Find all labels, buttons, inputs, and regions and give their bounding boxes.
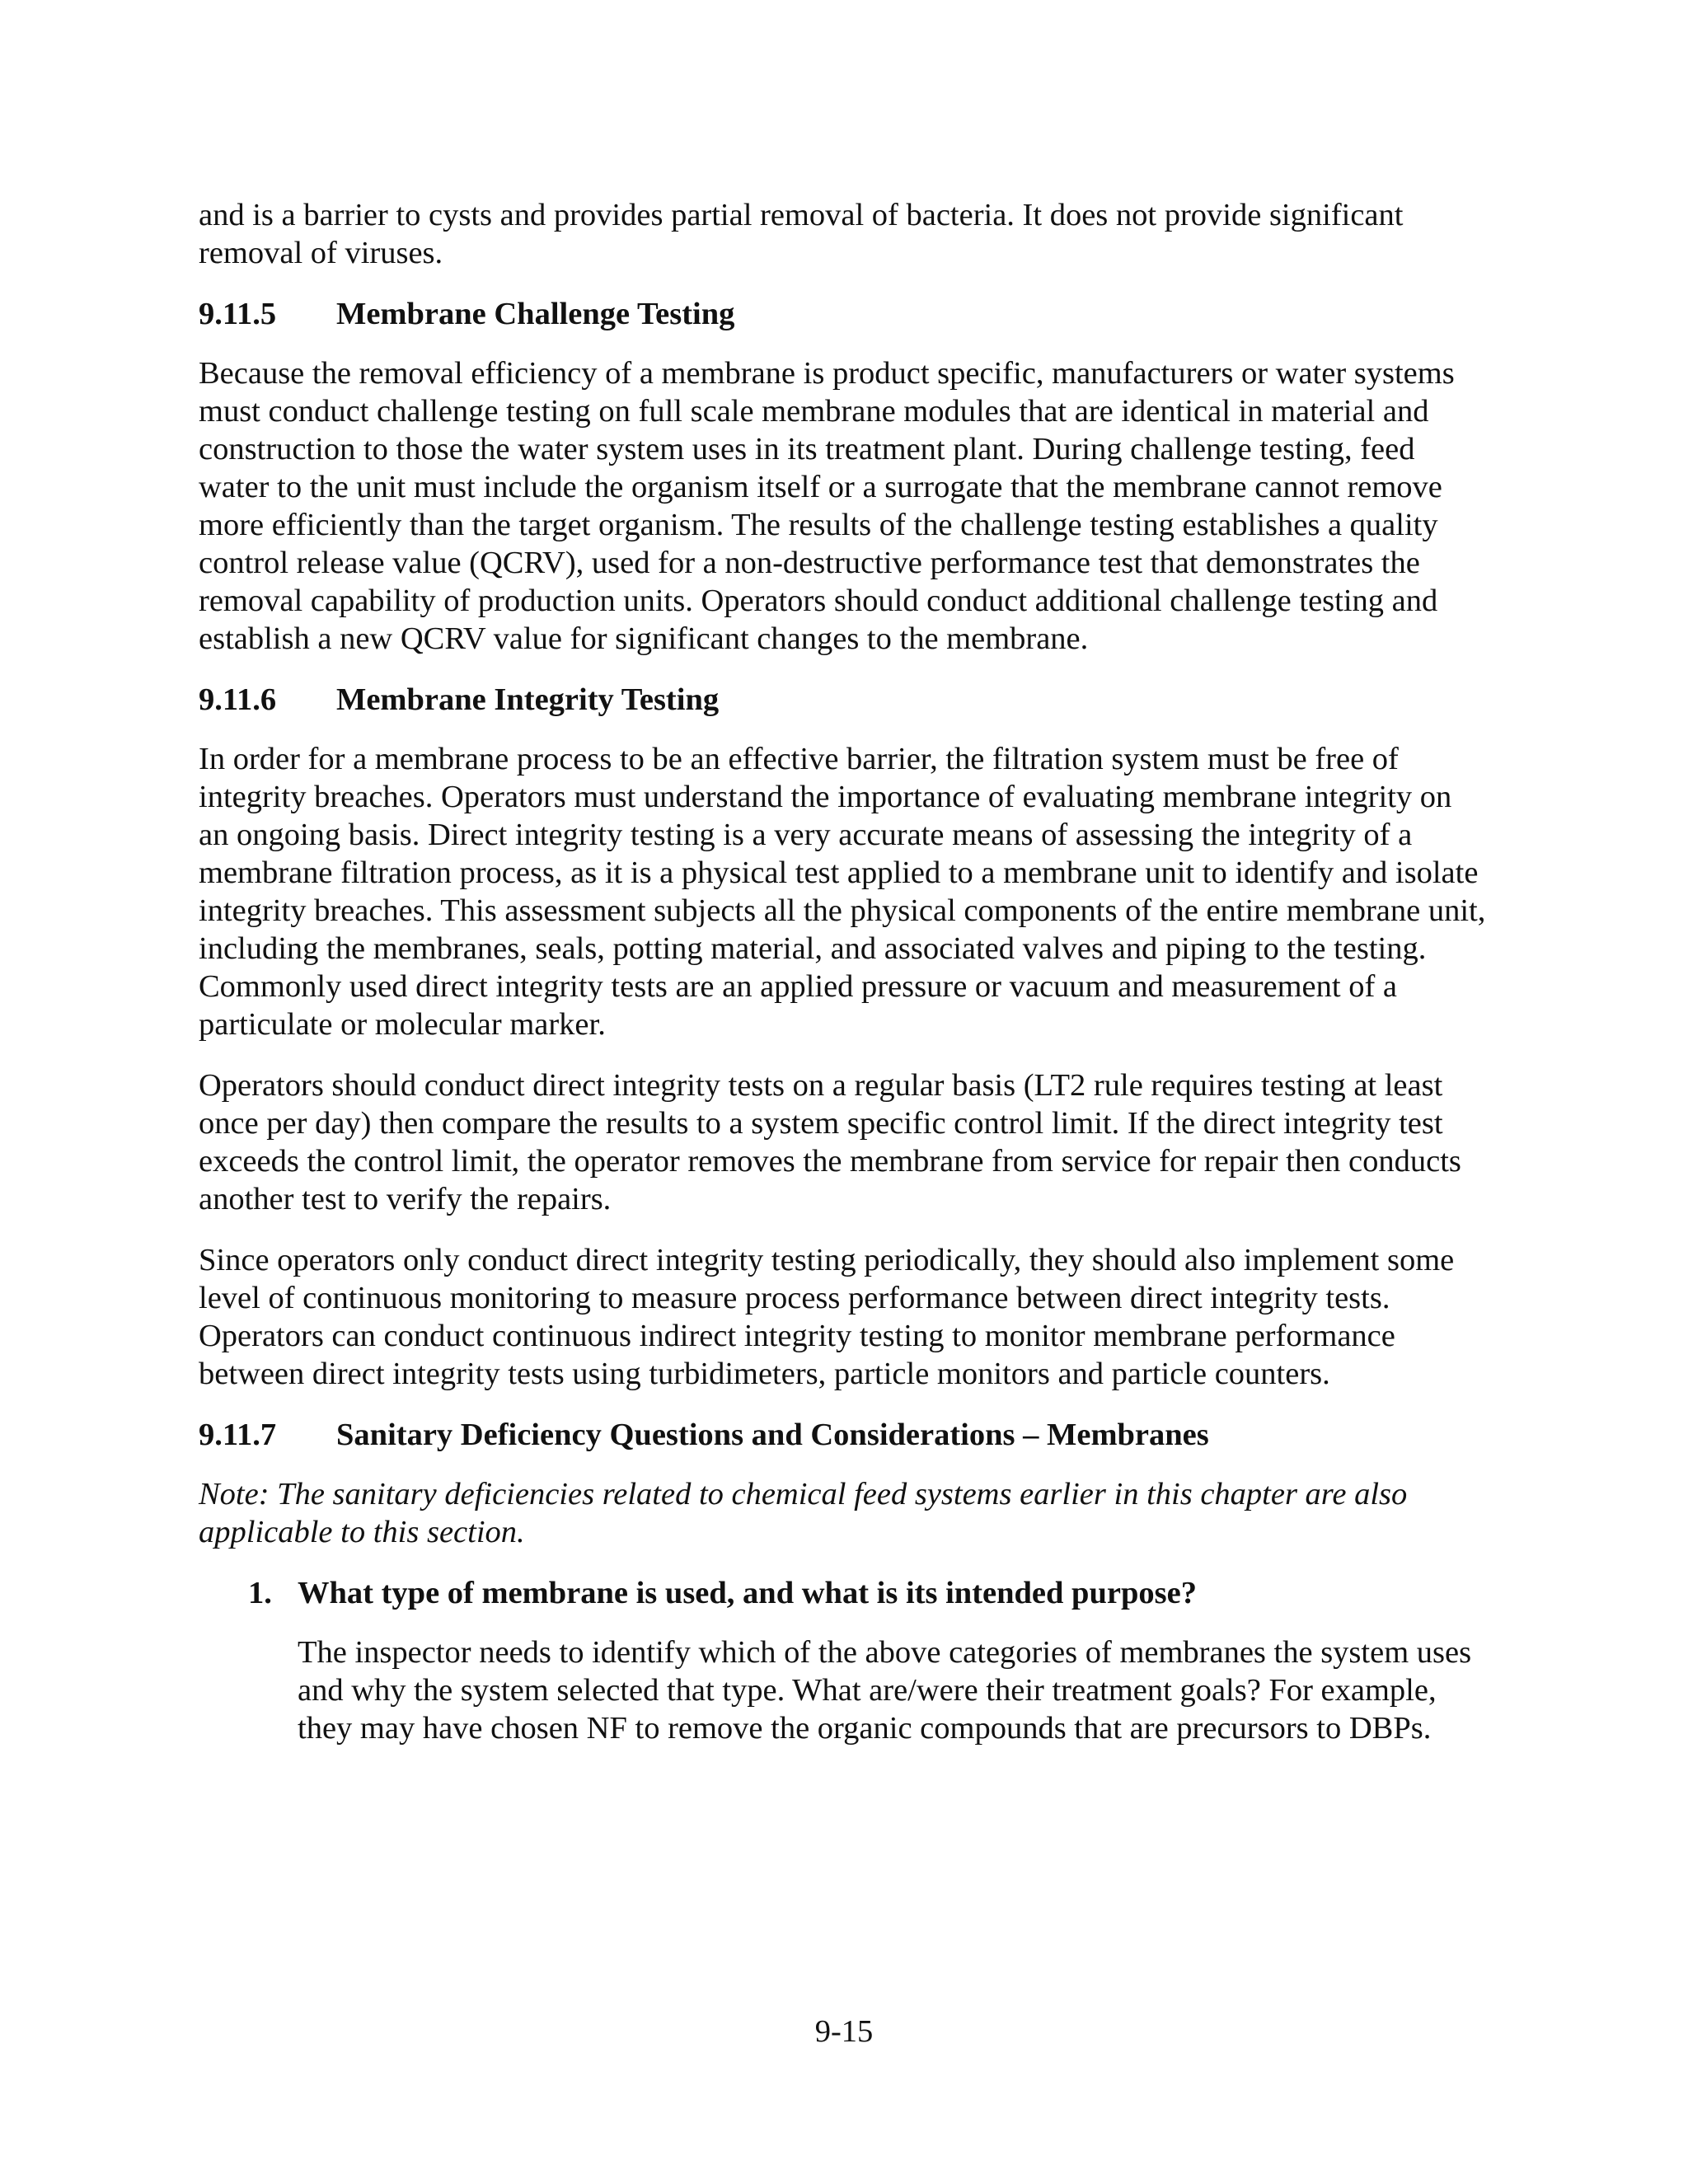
section-title: Membrane Integrity Testing	[336, 682, 720, 717]
section-number: 9.11.5	[199, 297, 277, 331]
section-number: 9.11.7	[199, 1418, 277, 1452]
document-page	[199, 196, 1489, 1747]
section-heading-9-11-7	[199, 1416, 1489, 1454]
question-answer: The inspector needs to identify which of the above categories of membranes the system uses and why the system selected that type. What are/were their treatment goals? For example, they may have chosen NF to remove the organic compounds that are precursors to DBPs.	[298, 1635, 1472, 1746]
intro-paragraph: and is a barrier to cysts and provides partial removal of bacteria. It does not provide significant removal of viruses.	[199, 198, 1404, 270]
section-title: Sanitary Deficiency Questions and Considerations – Membranes	[336, 1418, 1209, 1452]
challenge-testing-paragraph: Because the removal efficiency of a membrane is product specific, manufacturers or water systems must conduct challenge testing on full scale membrane modules that are identical in material and construction to those the water system uses in its treatment plant. During challenge testing, feed water to the unit must include the organism itself or a surrogate that the membrane cannot remove more efficiently than the target organism. The results of the challenge testing establishes a quality control release value (QCRV), used for a non-destructive performance test that demonstrates the removal capability of production units. Operators should conduct additional challenge testing and establish a new QCRV value for significant changes to the membrane.	[199, 356, 1455, 656]
section-number: 9.11.6	[199, 682, 277, 717]
section-heading-9-11-6	[199, 681, 1489, 719]
section-title: Membrane Challenge Testing	[336, 297, 735, 331]
section-heading-9-11-5	[199, 295, 1489, 333]
question-item	[248, 1574, 1489, 1612]
section-note: Note: The sanitary deficiencies related to chemical feed systems earlier in this chapter are also applicable to this section.	[199, 1477, 1408, 1549]
integrity-testing-paragraph-2: Operators should conduct direct integrity tests on a regular basis (LT2 rule requires testing at least once per day) then compare the results to a system specific control limit. If the direct integrity test exceeds the control limit, the operator removes the membrane from service for repair then conducts another test to verify the repairs.	[199, 1068, 1461, 1216]
integrity-testing-paragraph-1: In order for a membrane process to be an effective barrier, the filtration system must be free of integrity breaches. Operators must understand the importance of evaluating membrane integrity on an ongoing basis. Direct integrity testing is a very accurate means of assessing the integrity of a membrane filtration process, as it is a physical test applied to a membrane unit to identify and isolate integrity breaches. This assessment subjects all the physical components of the entire membrane unit, including the membranes, seals, potting material, and associated valves and piping to the testing. Commonly used direct integrity tests are an applied pressure or vacuum and measurement of a particulate or molecular marker.	[199, 742, 1486, 1042]
page-number: 9-15	[814, 2014, 874, 2049]
integrity-testing-paragraph-3: Since operators only conduct direct integrity testing periodically, they should also implement some level of continuous monitoring to measure process performance between direct integrity tests. Operators can conduct continuous indirect integrity testing to monitor membrane performance between direct integrity tests using turbidimeters, particle monitors and particle counters.	[199, 1243, 1455, 1391]
question-text: What type of membrane is used, and what is its intended purpose?	[298, 1576, 1197, 1610]
question-number: 1.	[248, 1576, 272, 1610]
